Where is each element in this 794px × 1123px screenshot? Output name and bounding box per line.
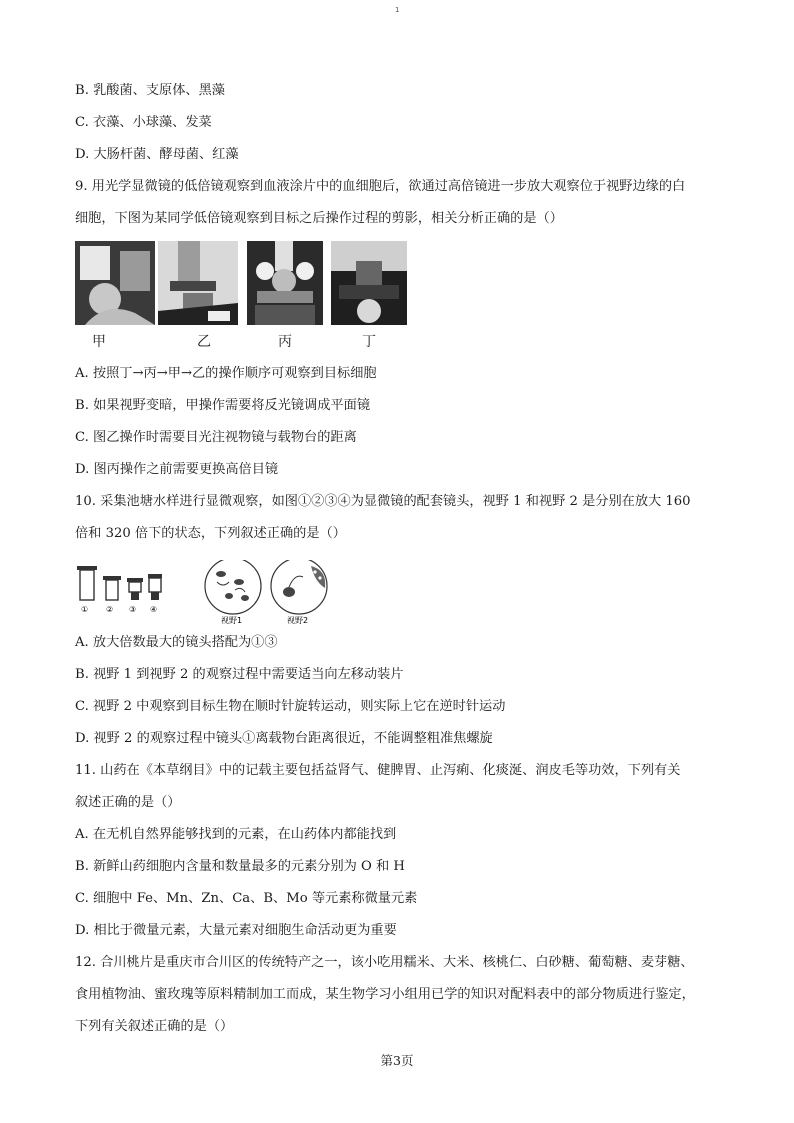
page-marker: 1 (395, 6, 400, 14)
option-q11-c: C. 细胞中 Fe、Mn、Zn、Ca、B、Mo 等元素称微量元素 (75, 891, 418, 906)
question-10-line-2: 倍和 320 倍下的状态，下列叙述正确的是（） (75, 526, 346, 541)
option-q11-d: D. 相比于微量元素，大量元素对细胞生命活动更为重要 (75, 923, 397, 938)
question-9-line-1: 9. 用光学显微镜的低倍镜观察到血液涂片中的血细胞后，欲通过高倍镜进一步放大观察位于视野边缘的白 (75, 179, 686, 194)
microscope-photo-bing (247, 241, 323, 325)
view-label-1: 视野1 (221, 616, 243, 625)
option-q8-d: D. 大肠杆菌、酵母菌、红藻 (75, 147, 239, 162)
figure-q10 (75, 560, 335, 626)
option-q9-c: C. 图乙操作时需要目光注视物镜与载物台的距离 (75, 430, 357, 445)
caption-yi: 乙 (197, 334, 211, 350)
lens-label-1: ① (81, 605, 89, 614)
option-q9-b: B. 如果视野变暗，甲操作需要将反光镜调成平面镜 (75, 398, 371, 413)
lens-1 (77, 566, 97, 600)
lens-3 (127, 578, 143, 600)
microscope-photo-ding (331, 241, 407, 325)
lens-4 (148, 574, 162, 600)
question-12-line-1: 12. 合川桃片是重庆市合川区的传统特产之一，该小吃用糯米、大米、核桃仁、白砂糖、葡萄糖、麦芽糖、 (75, 955, 694, 970)
field-of-view-1 (205, 560, 261, 614)
lens-label-3: ③ (129, 605, 137, 614)
option-q9-a: A. 按照丁→丙→甲→乙的操作顺序可观察到目标细胞 (75, 366, 377, 381)
caption-ding: 丁 (362, 334, 376, 350)
photo-bing (247, 241, 323, 325)
microscope-photo-jia (75, 241, 155, 325)
caption-bing: 丙 (278, 334, 292, 350)
caption-jia: 甲 (92, 334, 106, 350)
question-12-line-3: 下列有关叙述正确的是（） (75, 1019, 234, 1034)
question-11-line-2: 叙述正确的是（） (75, 795, 181, 810)
question-11-line-1: 11. 山药在《本草纲目》中的记载主要包括益肾气、健脾胃、止泻痢、化痰涎、润皮毛等功效，下列有关 (75, 763, 681, 778)
option-q11-b: B. 新鲜山药细胞内含量和数量最多的元素分别为 O 和 H (75, 859, 405, 874)
question-12-line-2: 食用植物油、蜜玫瑰等原料精制加工而成，某生物学习小组用已学的知识对配料表中的部分物质进行鉴定， (75, 987, 695, 1002)
option-q10-b: B. 视野 1 到视野 2 的观察过程中需要适当向左移动装片 (75, 667, 404, 682)
photo-ding (331, 241, 407, 325)
option-q8-b: B. 乳酸菌、支原体、黑藻 (75, 83, 225, 98)
lens-label-2: ② (106, 605, 114, 614)
option-q9-d: D. 图丙操作之前需要更换高倍目镜 (75, 462, 279, 477)
option-q10-a: A. 放大倍数最大的镜头搭配为①③ (75, 635, 278, 650)
photo-jia (75, 241, 155, 325)
option-q11-a: A. 在无机自然界能够找到的元素，在山药体内都能找到 (75, 827, 397, 842)
lens-label-4: ④ (150, 605, 158, 614)
page-number: 第3页 (380, 1053, 414, 1068)
question-9-line-2: 细胞，下图为某同学低倍镜观察到目标之后操作过程的剪影，相关分析正确的是（） (75, 211, 563, 226)
option-q8-c: C. 衣藻、小球藻、发菜 (75, 115, 212, 130)
question-10-line-1: 10. 采集池塘水样进行显微观察，如图①②③④为显微镜的配套镜头，视野 1 和视野 2 是分别在放大 160 (75, 494, 691, 509)
option-q10-c: C. 视野 2 中观察到目标生物在顺时针旋转运动，则实际上它在逆时针运动 (75, 699, 506, 714)
lens-2 (103, 576, 121, 600)
option-q10-d: D. 视野 2 的观察过程中镜头①离载物台距离很近，不能调整粗准焦螺旋 (75, 731, 493, 746)
field-of-view-2 (271, 560, 327, 614)
photo-yi (158, 241, 238, 325)
view-label-2: 视野2 (287, 616, 309, 625)
microscope-photo-yi (158, 241, 238, 325)
